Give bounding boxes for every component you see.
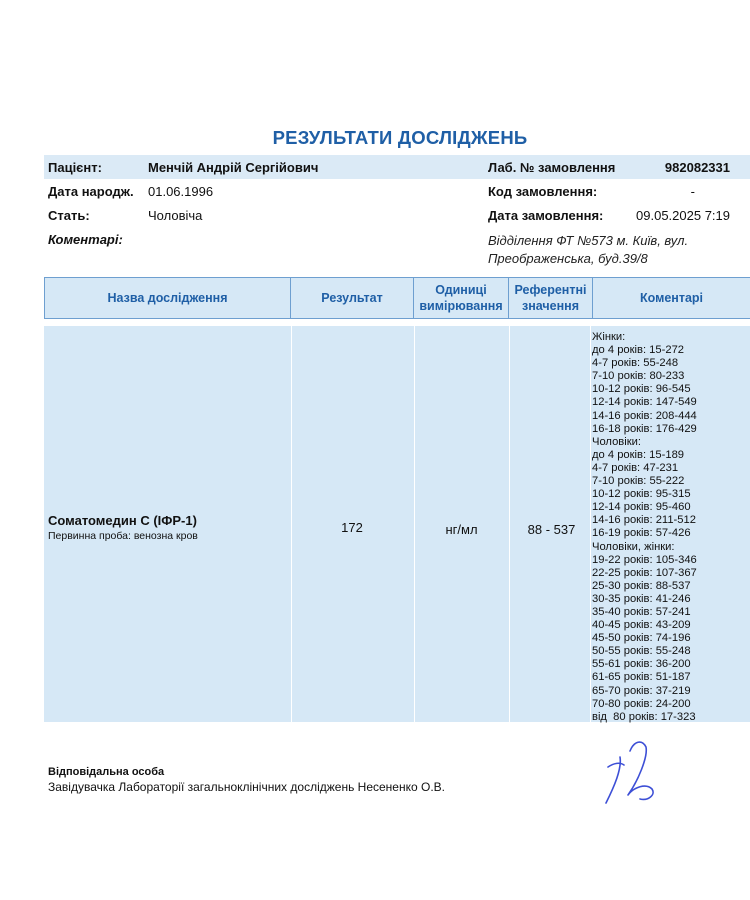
- department-address: Відділення ФТ №573 м. Київ, вул. Преображенська, буд.39/8: [488, 233, 689, 266]
- patient-row: [44, 155, 750, 179]
- order-code-label: Код замовлення:: [488, 184, 598, 199]
- patient-name: Менчій Андрій Сергійович: [148, 160, 319, 175]
- test-name: Соматомедин С (ІФР-1): [48, 513, 197, 528]
- sex-row: [44, 203, 750, 227]
- dob-label: Дата народж.: [48, 184, 134, 199]
- header-units: Одиниці вимірювання: [414, 278, 509, 318]
- responsible-label: Відповідальна особа: [48, 766, 165, 778]
- patient-info: [44, 155, 750, 279]
- reference-comments: Жінки: до 4 років: 15-272 4-7 років: 55-248 7-10 років: 80-233 10-12 років: 96-545 12-14 років: 147-549 14-16 років: 208-444 16-18 років: 176-429 Чоловіки: до 4 років: 15-189 4-7 років: 47-231 7-10 років: 55-222 10-12 років: 95-315 12-14 років: 95-460 14-16 років: 211-512 16-19 років: 57-426 Чоловіки, жінки: 19-22 років: 105-346 22-25 років: 107-367 25-30 років: 88-537 30-35 років: 41-246 35-40 років: 57-241 40-45 років: 43-209 45-50 років: 74-196 50-55 років: 55-248 55-61 років: 36-200 61-65 років: 51-187 65-70 років: 37-219 70-80 років: 24-200 від 80 років: 17-323: [592, 331, 697, 723]
- page-title: РЕЗУЛЬТАТИ ДОСЛІДЖЕНЬ: [272, 127, 528, 148]
- comments-row: [44, 227, 750, 279]
- table-header: [44, 277, 750, 319]
- header-test-name: Назва дослідження: [44, 278, 291, 318]
- reference-value: 88 - 537: [527, 522, 576, 537]
- result-value: 172: [341, 520, 363, 535]
- lab-head: Завідувачка Лабораторії загальноклінічних досліджень Несененко О.В.: [48, 780, 445, 794]
- header-result: Результат: [291, 278, 414, 318]
- order-date: 09.05.2025 7:19: [636, 208, 730, 223]
- order-code: -: [690, 184, 695, 199]
- sex-value: Чоловіча: [148, 208, 203, 223]
- header-comments: Коментарі: [639, 291, 704, 305]
- order-number-label: Лаб. № замовлення: [488, 160, 616, 175]
- dob-value: 01.06.1996: [148, 184, 214, 199]
- header-reference: Референтні значення: [509, 278, 593, 318]
- patient-label: Пацієнт:: [48, 160, 102, 175]
- comments-label: Коментарі:: [48, 232, 123, 247]
- dob-row: [44, 179, 750, 203]
- table-row: [44, 326, 750, 722]
- order-date-label: Дата замовлення:: [488, 208, 604, 223]
- sample-type: Первинна проба: венозна кров: [48, 530, 198, 542]
- units-value: нг/мл: [445, 522, 478, 537]
- signature-icon: [598, 737, 660, 807]
- order-number: 982082331: [664, 160, 730, 175]
- sex-label: Стать:: [48, 208, 90, 223]
